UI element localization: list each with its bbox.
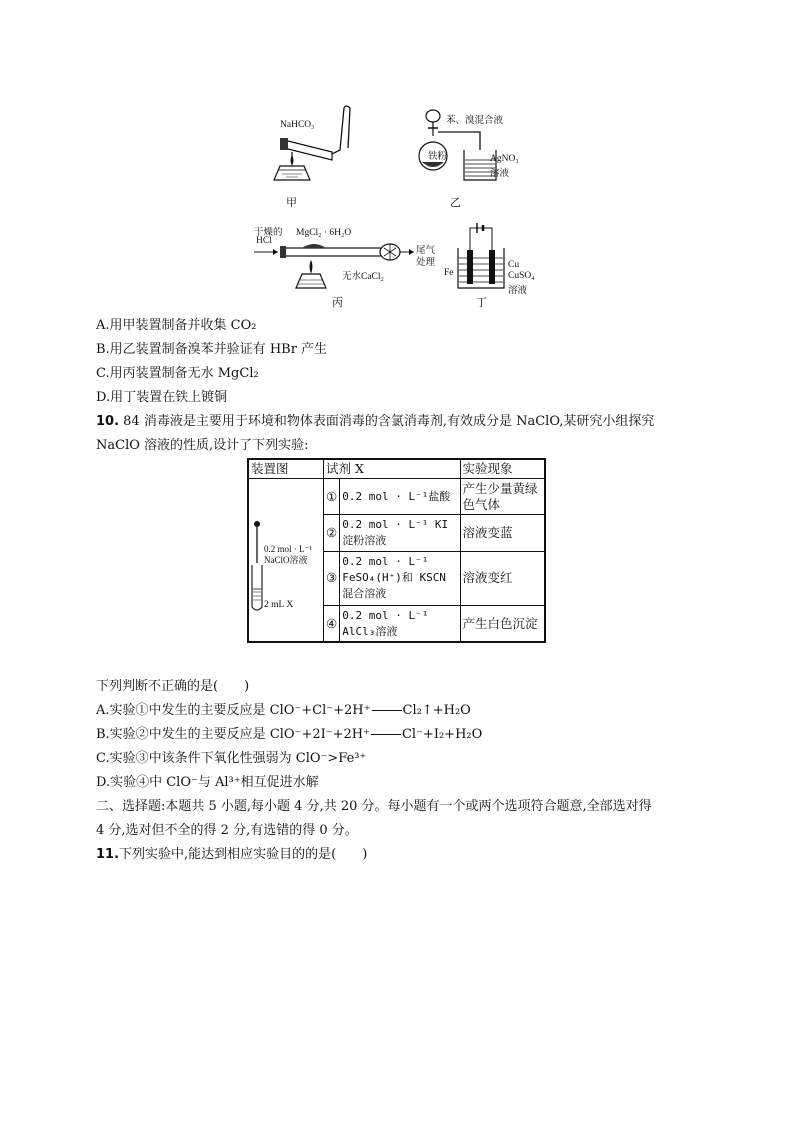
yi-iron-label: 铁粉	[428, 152, 448, 162]
q11-stem	[96, 847, 367, 863]
figure-ding-label: 丁	[476, 297, 487, 309]
q10-option-b-pre: B.实验②中发生的主要反应是 ClO⁻+2I⁻+2H⁺	[96, 727, 370, 742]
q11-text: 下列实验中,能达到相应实验目的的是( )	[119, 847, 368, 862]
figure-yi-label: 乙	[450, 197, 461, 209]
q10-option-a-post: Cl₂↑+H₂O	[402, 703, 471, 718]
q10-stem-line1	[96, 414, 654, 430]
section2-line2: 4 分,选对但不全的得 2 分,有选错的得 0 分。	[96, 823, 358, 838]
header-device: 装置图	[248, 459, 324, 479]
q9-option-b: B.用乙装置制备溴苯并验证有 HBr 产生	[96, 342, 328, 357]
yi-top-label: 苯、溴混合液	[446, 116, 504, 126]
q10-option-d: D.实验④中 ClO⁻与 Al³⁺相互促进水解	[96, 775, 319, 790]
reaction-equals-sign	[372, 710, 402, 711]
row-reagent: 0.2 mol · L⁻¹盐酸	[340, 479, 460, 515]
section2-line1: 二、选择题:本题共 5 小题,每小题 4 分,共 20 分。每小题有一个或两个选项符合题意,全部选对得	[96, 799, 652, 814]
row-number: ①	[324, 479, 340, 515]
bing-tail1-label: 尾气	[416, 246, 436, 256]
figure-jia	[262, 100, 357, 210]
q11-number: 11.	[96, 847, 120, 862]
ding-solution-label: 溶液	[508, 286, 528, 296]
device-diagram-cell	[248, 479, 324, 643]
bing-tail2-label: 处理	[416, 258, 436, 268]
device-label-conc: 0.2 mol · L⁻¹	[264, 544, 312, 554]
q10-option-b	[96, 727, 482, 743]
table-header-row	[248, 459, 545, 479]
q10-stem1: 84 消毒液是主要用于环境和物体表面消毒的含氯消毒剂,有效成分是 NaClO,某研究小组探究	[119, 414, 655, 429]
q10-number: 10.	[96, 414, 120, 429]
row-number: ④	[324, 606, 340, 642]
jia-reagent-label: NaHCO₃	[280, 120, 315, 130]
row-number: ③	[324, 551, 340, 606]
bing-mgcl2-label: MgCl₂ · 6H₂O	[296, 228, 352, 238]
experiment-table	[247, 458, 546, 643]
q10-question: 下列判断不正确的是( )	[96, 679, 250, 694]
device-label-x: 2 mL X	[264, 600, 294, 610]
header-reagent: 试剂 X	[324, 459, 461, 479]
bing-cacl2-label: 无水CaCl₂	[342, 272, 384, 282]
row-reagent: 0.2 mol · L⁻¹ AlCl₃溶液	[340, 606, 460, 642]
figure-yi	[412, 104, 542, 210]
q9-option-a: A.用甲装置制备并收集 CO₂	[96, 318, 257, 333]
figure-bing-label: 丙	[332, 297, 343, 309]
q9-option-c: C.用丙装置制备无水 MgCl₂	[96, 366, 259, 381]
reaction-equals-sign	[371, 734, 401, 735]
yi-agno3-label: AgNO₃	[490, 154, 519, 164]
figure-jia-label: 甲	[286, 197, 297, 209]
row-phenomenon: 产生白色沉淀	[460, 606, 545, 642]
q9-option-d: D.用丁装置在铁上镀铜	[96, 390, 228, 405]
bing-dry-label: 干燥的	[254, 228, 283, 238]
figure-jia-drawing	[262, 100, 357, 190]
table-row	[248, 479, 545, 515]
row-reagent: 0.2 mol · L⁻¹ KI 淀粉溶液	[340, 515, 460, 551]
ding-cuso4-label: CuSO₄	[508, 271, 535, 281]
figure-ding	[440, 220, 540, 310]
q10-stem-line2: NaClO 溶液的性质,设计了下列实验:	[96, 438, 309, 453]
header-phenomenon: 实验现象	[460, 459, 545, 479]
ding-fe-label: Fe	[444, 268, 454, 278]
q10-option-a	[96, 703, 471, 719]
ding-cu-label: Cu	[508, 260, 520, 270]
row-phenomenon: 产生少量黄绿色气体	[460, 479, 545, 515]
row-number: ②	[324, 515, 340, 551]
q10-option-c: C.实验③中该条件下氧化性强弱为 ClO⁻>Fe³⁺	[96, 751, 367, 766]
figure-bing	[254, 224, 440, 308]
q10-option-a-pre: A.实验①中发生的主要反应是 ClO⁻+Cl⁻+2H⁺	[96, 703, 371, 718]
row-reagent: 0.2 mol · L⁻¹ FeSO₄(H⁺)和 KSCN 混合溶液	[340, 551, 460, 606]
yi-solution-label: 溶液	[490, 169, 510, 179]
row-phenomenon: 溶液变蓝	[460, 515, 545, 551]
row-phenomenon: 溶液变红	[460, 551, 545, 606]
q10-option-b-post: Cl⁻+I₂+H₂O	[401, 727, 483, 742]
bing-hcl-label: HCl	[256, 236, 272, 246]
device-label-naclo: NaClO溶液	[264, 555, 308, 565]
